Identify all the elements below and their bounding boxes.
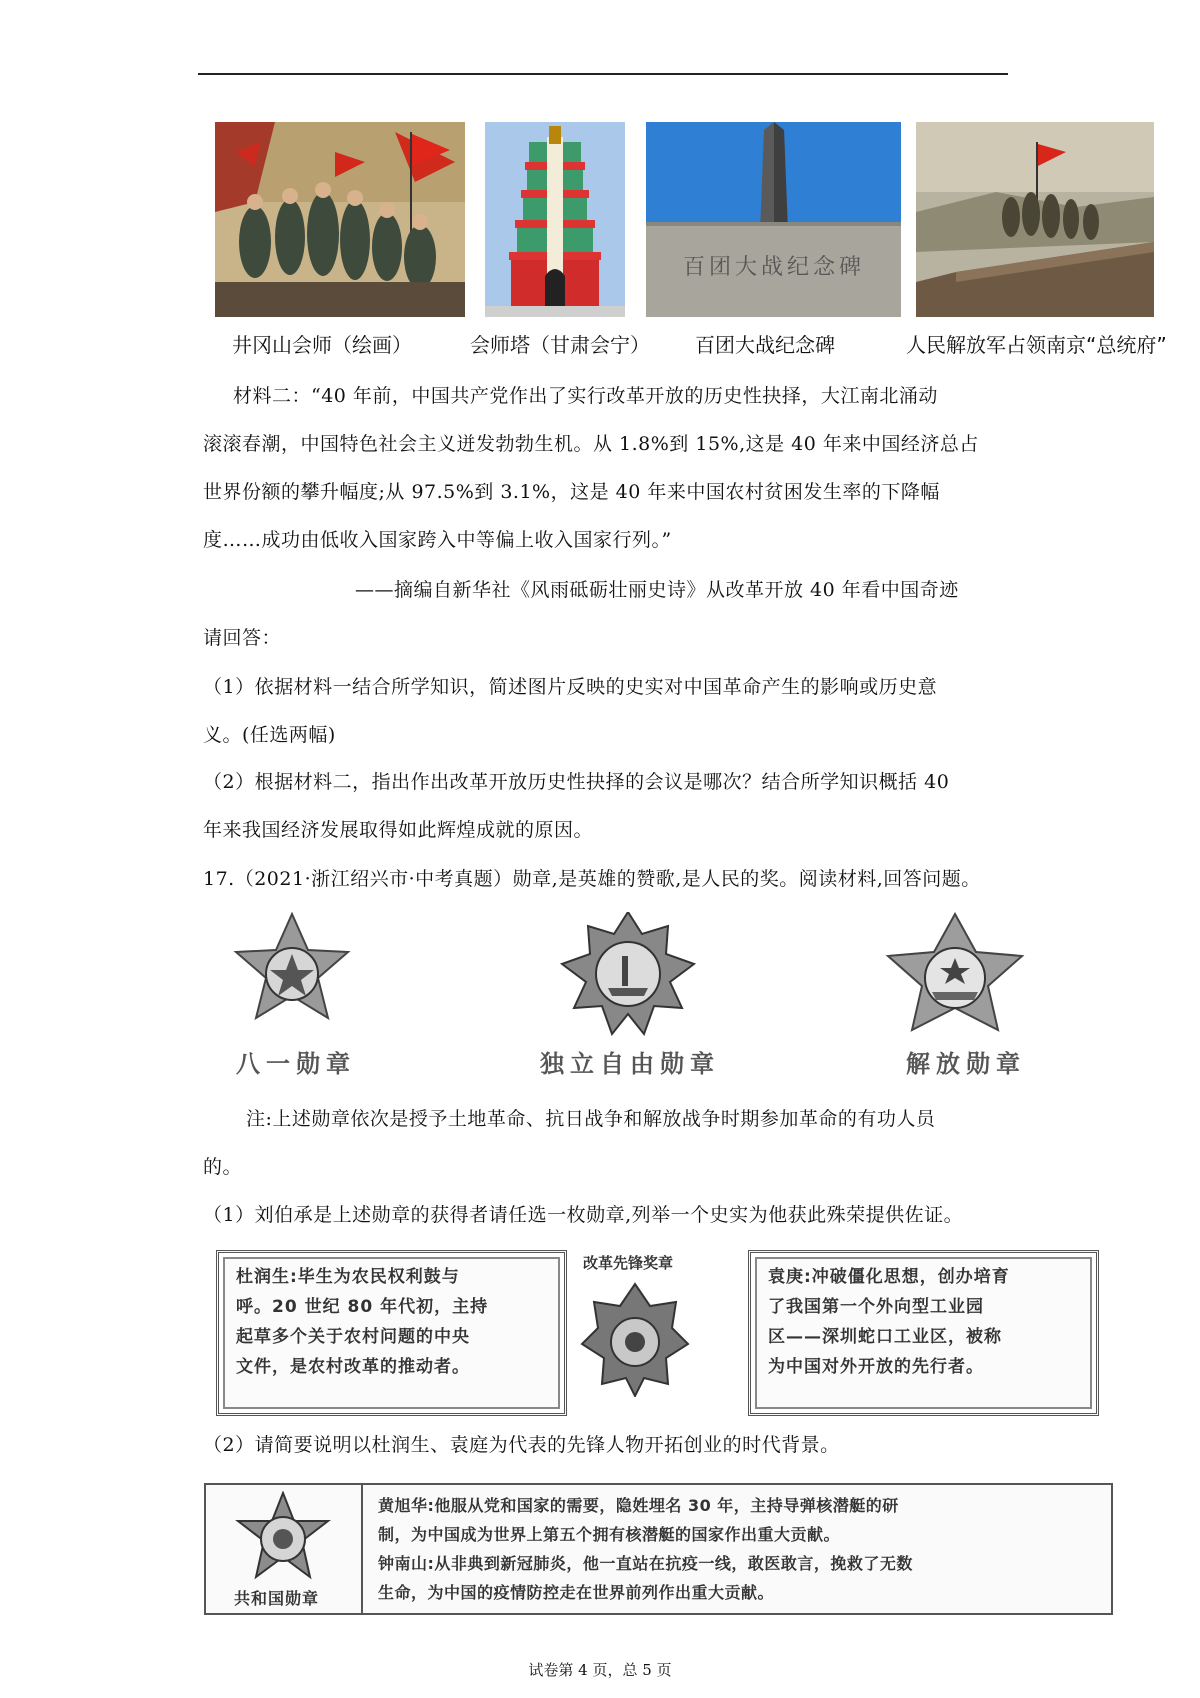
material2-source: ——摘编自新华社《风雨砥砺壮丽史诗》从改革开放 40 年看中国奇迹 — [355, 579, 959, 601]
q17-1: （1）刘伯承是上述勋章的获得者请任选一枚勋章,列举一个史实为他获此殊荣提供佐证。 — [203, 1204, 964, 1226]
du-runsheng-line-3: 起草多个关于农村问题的中央 — [236, 1327, 470, 1347]
medal-label-bayi: 八一勋章 — [236, 1050, 356, 1078]
material2-line-2: 滚滚春潮，中国特色社会主义迸发勃勃生机。从 1.8%到 15%,这是 40 年来中国经济总占 — [203, 433, 979, 455]
q16-1-line-1: （1）依据材料一结合所学知识，简述图片反映的史实对中国革命产生的影响或历史意 — [203, 676, 938, 698]
yuan-geng-line-4: 为中国对外开放的先行者。 — [768, 1357, 984, 1377]
du-runsheng-text — [236, 1262, 488, 1382]
header-rule — [198, 73, 1008, 75]
medal-note-line-2: 的。 — [203, 1156, 243, 1178]
jinggangshan-painting-image — [215, 122, 465, 317]
medal-note-line-1: 注:上述勋章依次是授予土地革命、抗日战争和解放战争时期参加革命的有功人员 — [246, 1108, 936, 1130]
huishi-tower-image — [485, 122, 625, 317]
republic-line-4: 生命，为中国的疫情防控走在世界前列作出重大贡献。 — [378, 1583, 775, 1602]
q16-2-line-2: 年来我国经济发展取得如此辉煌成就的原因。 — [203, 819, 594, 841]
republic-medal-image — [230, 1491, 336, 1585]
caption-nanjing: 人民解放军占领南京“总统府” — [906, 333, 1167, 357]
caption-hundred-regiments: 百团大战纪念碑 — [695, 333, 835, 357]
yuan-geng-line-1: 袁庚:冲破僵化思想，创办培育 — [768, 1267, 1010, 1287]
reform-pioneer-medal-image — [580, 1282, 690, 1401]
caption-jinggangshan: 井冈山会师（绘画） — [232, 333, 412, 357]
du-runsheng-line-2: 呼。20 世纪 80 年代初，主持 — [236, 1297, 489, 1317]
independence-medal-image — [548, 912, 748, 1052]
monument-inscription: 百团大战纪念碑 — [682, 255, 865, 280]
medal-label-liberation: 解放勋章 — [906, 1050, 1026, 1078]
medal-label-independence: 独立自由勋章 — [540, 1050, 720, 1078]
republic-medal-text — [378, 1491, 913, 1607]
yuan-geng-text — [768, 1262, 1010, 1382]
yuan-geng-line-3: 区——深圳蛇口工业区，被称 — [768, 1327, 1002, 1347]
liberation-medal-image — [880, 912, 1080, 1052]
du-runsheng-line-4: 文件，是农村改革的推动者。 — [236, 1357, 470, 1377]
republic-line-3: 钟南山:从非典到新冠肺炎，他一直站在抗疫一线，敢医敢言，挽救了无数 — [378, 1554, 913, 1573]
republic-medal-box — [204, 1483, 1113, 1615]
answer-prompt: 请回答： — [203, 627, 282, 649]
republic-line-1: 黄旭华:他服从党和国家的需要，隐姓埋名 30 年，主持导弹核潜艇的研 — [378, 1496, 899, 1515]
q17-2: （2）请简要说明以杜润生、袁庭为代表的先锋人物开拓创业的时代背景。 — [203, 1434, 840, 1456]
du-runsheng-line-1: 杜润生:毕生为农民权利鼓与 — [236, 1267, 460, 1287]
material2-line-3: 世界份额的攀升幅度;从 97.5%到 3.1%，这是 40 年来中国农村贫困发生率的下降幅 — [203, 481, 940, 503]
republic-medal-label: 共和国勋章 — [234, 1589, 320, 1608]
caption-huishi-tower: 会师塔（甘肃会宁） — [470, 333, 650, 357]
bayi-medal-image — [222, 912, 422, 1052]
yuan-geng-line-2: 了我国第一个外向型工业园 — [768, 1297, 984, 1317]
material2-line-1: 材料二：“40 年前，中国共产党作出了实行改革开放的历史性抉择，大江南北涌动 — [233, 385, 938, 407]
q17-header: 17.（2021·浙江绍兴市·中考真题）勋章,是英雄的赞歌,是人民的奖。阅读材料,回答问题。 — [203, 868, 981, 890]
q16-1-line-2: 义。(任选两幅) — [203, 724, 336, 746]
republic-medal-cell — [206, 1485, 363, 1613]
material2-line-4: 度……成功由低收入国家跨入中等偏上收入国家行列。” — [203, 529, 672, 551]
hundred-regiments-monument-image — [646, 122, 901, 317]
nanjing-presidential-palace-image — [916, 122, 1154, 317]
page-footer: 试卷第 4 页，总 5 页 — [528, 1661, 672, 1679]
republic-line-2: 制，为中国成为世界上第五个拥有核潜艇的国家作出重大贡献。 — [378, 1525, 841, 1544]
reform-medal-title: 改革先锋奖章 — [583, 1254, 674, 1272]
q16-2-line-1: （2）根据材料二，指出作出改革开放历史性抉择的会议是哪次？结合所学知识概括 40 — [203, 771, 950, 793]
